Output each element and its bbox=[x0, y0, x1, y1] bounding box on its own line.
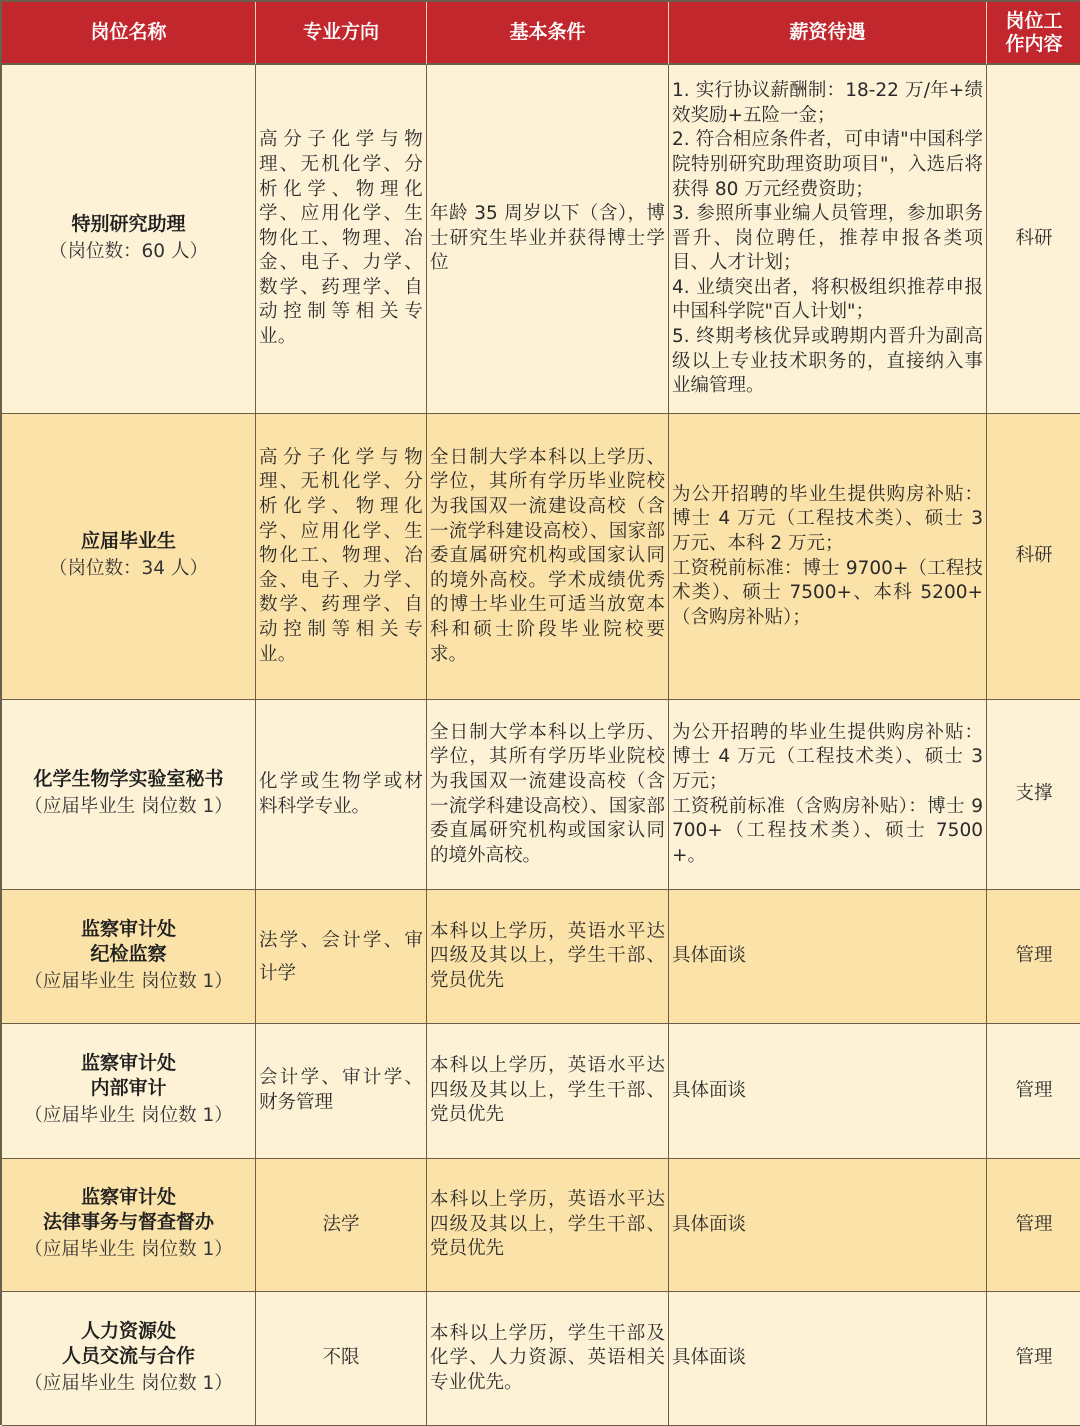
row-1-salary bbox=[669, 65, 987, 414]
row-4-title-1: 监察审计处 bbox=[80, 917, 176, 940]
row-6-content: 管理 bbox=[987, 1159, 1080, 1292]
row-3-count: （应届毕业生 岗位数 1） bbox=[24, 796, 233, 817]
row-2-position bbox=[2, 414, 256, 700]
row-2-salary-line-1: 为公开招聘的毕业生提供购房补贴：博士 4 万元（工程技术类）、硕士 3 万元、本科 2 万元； bbox=[672, 483, 983, 554]
row-6-salary bbox=[669, 1159, 987, 1292]
row-1-salary-line-3: 3. 参照所事业编人员管理，参加职务晋升、岗位聘任，推荐申报各类项目、人才计划； bbox=[672, 203, 983, 274]
row-3-major bbox=[256, 700, 427, 890]
row-4-salary bbox=[669, 890, 987, 1024]
row-7-requirement-text: 本科以上学历，学生干部及化学、人力资源、英语相关专业优先。 bbox=[430, 1322, 665, 1393]
header-major: 专业方向 bbox=[256, 2, 427, 65]
row-3-requirement bbox=[427, 700, 669, 890]
header-salary: 薪资待遇 bbox=[669, 2, 987, 65]
row-7-count: （应届毕业生 岗位数 1） bbox=[24, 1372, 233, 1394]
row-1-major-text: 高分子化学与物理、无机化学、分析化学、物理化学、应用化学、生物化工、物理、冶金、电子、力学、数学、药理学、自动控制等相关专业。 bbox=[259, 129, 423, 348]
row-4-count: （应届毕业生 岗位数 1） bbox=[24, 970, 233, 992]
row-1-count: （岗位数：60 人） bbox=[49, 240, 208, 262]
row-2-content: 科研 bbox=[987, 414, 1080, 700]
row-1-salary-line-1: 1. 实行协议薪酬制：18-22 万/年+绩效奖励+五险一金； bbox=[672, 80, 983, 126]
row-5-salary bbox=[669, 1024, 987, 1159]
row-6-major: 法学 bbox=[256, 1159, 427, 1292]
row-7-major: 不限 bbox=[256, 1292, 427, 1426]
row-7-salary bbox=[669, 1292, 987, 1426]
row-3-salary-line-2: 工资税前标准（含购房补贴）：博士 9700+（工程技术类）、硕士 7500+。 bbox=[672, 795, 983, 866]
row-3-requirement-text: 全日制大学本科以上学历、学位，其所有学历毕业院校为我国双一流建设高校（含一流学科建设高校）、国家部委直属研究机构或国家认同的境外高校。 bbox=[430, 721, 665, 866]
row-3-content: 支撑 bbox=[987, 700, 1080, 890]
row-7-content: 管理 bbox=[987, 1292, 1080, 1426]
row-6-salary-line-1: 具体面谈 bbox=[672, 1213, 747, 1235]
row-4-title-2: 纪检监察 bbox=[90, 942, 167, 965]
row-6-position bbox=[2, 1159, 256, 1292]
row-6-requirement bbox=[427, 1159, 669, 1292]
row-7-position bbox=[2, 1292, 256, 1426]
row-2-major-text: 高分子化学与物理、无机化学、分析化学、物理化学、应用化学、生物化工、物理、冶金、电子、力学、数学、药理学、自动控制等相关专业。 bbox=[259, 446, 423, 665]
row-5-count: （应届毕业生 岗位数 1） bbox=[24, 1105, 233, 1126]
row-3-salary bbox=[669, 700, 987, 890]
row-1-major bbox=[256, 65, 427, 414]
row-1-salary-line-4: 4. 业绩突出者，将积极组织推荐申报中国科学院"百人计划"； bbox=[672, 276, 983, 323]
header-work-content bbox=[987, 2, 1080, 65]
row-6-requirement-text: 本科以上学历，英语水平达四级及其以上，学生干部、党员优先 bbox=[430, 1189, 665, 1260]
row-4-major bbox=[256, 890, 427, 1024]
row-5-requirement bbox=[427, 1024, 669, 1159]
row-6-title-2: 法律事务与督查督办 bbox=[42, 1211, 214, 1233]
row-2-count: （岗位数：34 人） bbox=[49, 558, 208, 579]
row-5-title-1: 监察审计处 bbox=[80, 1052, 176, 1074]
row-4-requirement bbox=[427, 890, 669, 1024]
row-5-major-text: 会计学、审计学、财务管理 bbox=[259, 1067, 423, 1113]
row-2-major bbox=[256, 414, 427, 700]
row-3-major-text: 化学或生物学或材料科学专业。 bbox=[259, 770, 423, 817]
row-1-requirement bbox=[427, 65, 669, 414]
row-5-content: 管理 bbox=[987, 1024, 1080, 1159]
row-1-position bbox=[2, 65, 256, 414]
row-1-content: 科研 bbox=[987, 65, 1080, 414]
row-4-major-text: 法学、会计学、审计学 bbox=[259, 929, 423, 984]
row-4-salary-line-1: 具体面谈 bbox=[672, 945, 747, 967]
row-2-salary-line-2: 工资税前标准：博士 9700+（工程技术类）、硕士 7500+、本科 5200+（含购房补贴）； bbox=[672, 557, 983, 628]
row-2-requirement-text: 全日制大学本科以上学历、学位，其所有学历毕业院校为我国双一流建设高校（含一流学科建设高校）、国家部委直属研究机构或国家认同的境外高校。学术成绩优秀的博士毕业生可适当放宽本科和硕士阶段毕业院校要求。 bbox=[430, 446, 665, 665]
row-7-salary-line-1: 具体面谈 bbox=[672, 1347, 747, 1369]
row-6-title-1: 监察审计处 bbox=[80, 1186, 176, 1208]
row-5-major bbox=[256, 1024, 427, 1159]
row-7-title-1: 人力资源处 bbox=[80, 1319, 176, 1342]
row-2-salary bbox=[669, 414, 987, 700]
row-2-requirement bbox=[427, 414, 669, 700]
header-position-name: 岗位名称 bbox=[2, 2, 256, 65]
row-5-requirement-text: 本科以上学历，英语水平达四级及其以上，学生干部、党员优先 bbox=[430, 1055, 665, 1126]
row-3-title-1: 化学生物学实验室秘书 bbox=[33, 768, 224, 790]
row-1-salary-line-2: 2. 符合相应条件者，可申请"中国科学院特别研究助理资助项目"，入选后将获得 80 万元经费资助； bbox=[672, 129, 983, 200]
row-5-salary-line-1: 具体面谈 bbox=[672, 1079, 747, 1101]
row-3-position bbox=[2, 700, 256, 890]
row-7-title-2: 人员交流与合作 bbox=[61, 1344, 195, 1367]
row-4-content: 管理 bbox=[987, 890, 1080, 1024]
row-7-requirement bbox=[427, 1292, 669, 1426]
row-4-requirement-text: 本科以上学历，英语水平达四级及其以上，学生干部、党员优先 bbox=[430, 920, 665, 991]
row-1-title-1: 特别研究助理 bbox=[71, 212, 186, 235]
row-3-salary-line-1: 为公开招聘的毕业生提供购房补贴：博士 4 万元（工程技术类）、硕士 3 万元； bbox=[672, 721, 983, 792]
row-1-salary-line-5: 5. 终期考核优异或聘期内晋升为副高级以上专业技术职务的，直接纳入事业编管理。 bbox=[672, 326, 983, 397]
header-work-content-text: 岗位工作内容 bbox=[1005, 9, 1063, 55]
row-6-count: （应届毕业生 岗位数 1） bbox=[24, 1239, 233, 1260]
header-requirements: 基本条件 bbox=[427, 2, 669, 65]
row-2-title-1: 应届毕业生 bbox=[80, 530, 176, 552]
row-5-title-2: 内部审计 bbox=[90, 1077, 167, 1099]
row-5-position bbox=[2, 1024, 256, 1159]
row-1-requirement-text: 年龄 35 周岁以下（含），博士研究生毕业并获得博士学位 bbox=[430, 203, 665, 274]
row-4-position bbox=[2, 890, 256, 1024]
